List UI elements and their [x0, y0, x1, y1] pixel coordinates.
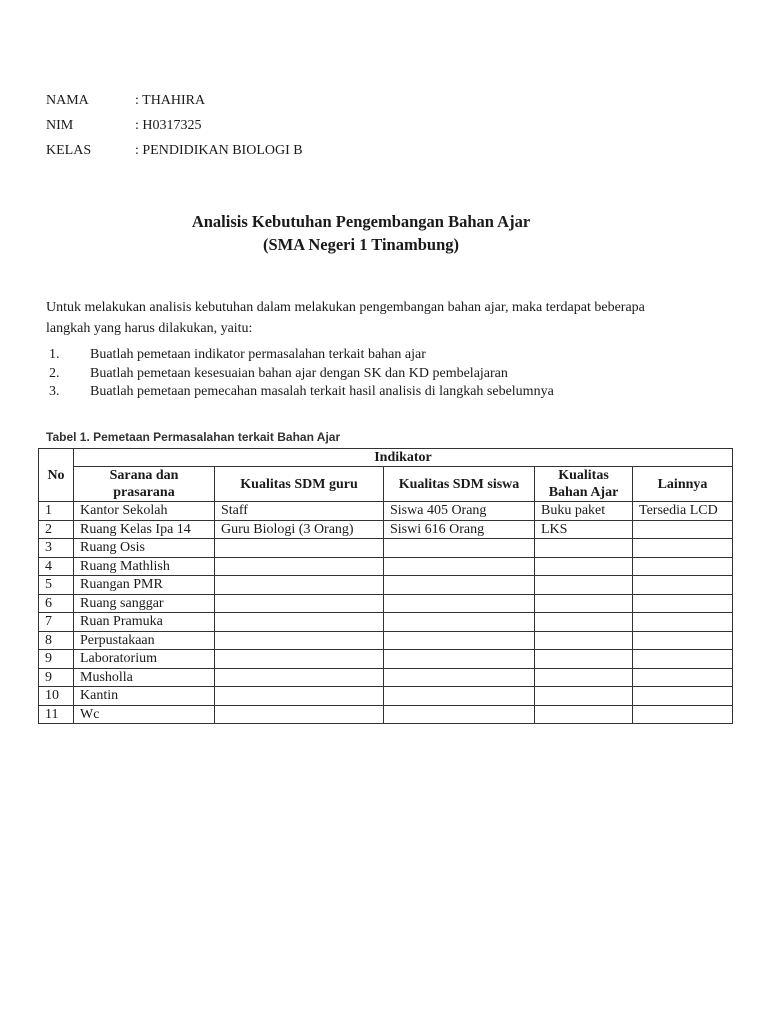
- step-item: [46, 383, 554, 402]
- table-header-row: [39, 449, 733, 467]
- cell-sarana: Kantin: [74, 687, 215, 706]
- cell-lainnya: [633, 539, 733, 558]
- cell-siswa: [384, 594, 535, 613]
- header-sdm-guru: Kualitas SDM guru: [215, 467, 384, 502]
- cell-bahan: [535, 539, 633, 558]
- cell-no: 10: [39, 687, 74, 706]
- identity-row-nim: [46, 117, 303, 142]
- identity-row-nama: [46, 92, 303, 117]
- cell-guru: [215, 576, 384, 595]
- table-caption: Tabel 1. Pemetaan Permasalahan terkait Bahan Ajar: [46, 430, 341, 444]
- cell-no: 6: [39, 594, 74, 613]
- cell-lainnya: [633, 631, 733, 650]
- cell-siswa: [384, 613, 535, 632]
- cell-bahan: [535, 705, 633, 724]
- cell-sarana: Ruang sanggar: [74, 594, 215, 613]
- table-row: [39, 502, 733, 521]
- identity-label: NAMA: [46, 93, 89, 108]
- step-text: Buatlah pemetaan indikator permasalahan terkait bahan ajar: [90, 347, 426, 362]
- cell-siswa: [384, 705, 535, 724]
- table-row: [39, 594, 733, 613]
- step-item: [46, 365, 554, 384]
- cell-lainnya: [633, 687, 733, 706]
- table-row: [39, 520, 733, 539]
- cell-guru: [215, 650, 384, 669]
- title-line-2: (SMA Negeri 1 Tinambung): [262, 235, 460, 254]
- cell-siswa: Siswi 616 Orang: [384, 520, 535, 539]
- cell-sarana: Wc: [74, 705, 215, 724]
- cell-guru: [215, 539, 384, 558]
- cell-bahan: [535, 557, 633, 576]
- table-row: [39, 705, 733, 724]
- cell-no: 3: [39, 539, 74, 558]
- cell-sarana: Kantor Sekolah: [74, 502, 215, 521]
- identity-value: : H0317325: [135, 118, 202, 133]
- cell-no: 11: [39, 705, 74, 724]
- header-indikator: Indikator: [74, 449, 733, 467]
- cell-siswa: [384, 650, 535, 669]
- cell-no: 9: [39, 650, 74, 669]
- cell-guru: [215, 631, 384, 650]
- step-number: 3.: [49, 384, 60, 399]
- cell-lainnya: [633, 520, 733, 539]
- cell-siswa: [384, 631, 535, 650]
- cell-no: 7: [39, 613, 74, 632]
- table-row: [39, 576, 733, 595]
- table-row: [39, 557, 733, 576]
- table-row: [39, 687, 733, 706]
- cell-bahan: [535, 576, 633, 595]
- cell-sarana: Ruan Pramuka: [74, 613, 215, 632]
- step-text: Buatlah pemetaan pemecahan masalah terkait hasil analisis di langkah sebelumnya: [90, 384, 554, 399]
- cell-no: 1: [39, 502, 74, 521]
- document-title: [0, 210, 722, 256]
- cell-siswa: Siswa 405 Orang: [384, 502, 535, 521]
- cell-bahan: [535, 613, 633, 632]
- step-number: 1.: [49, 347, 60, 362]
- cell-siswa: [384, 668, 535, 687]
- identity-value: : PENDIDIKAN BIOLOGI B: [135, 143, 303, 158]
- header-bahan-ajar: Kualitas Bahan Ajar: [535, 467, 633, 502]
- identity-row-kelas: [46, 142, 303, 167]
- table-row: [39, 613, 733, 632]
- steps-list: [46, 346, 554, 402]
- cell-bahan: [535, 687, 633, 706]
- cell-sarana: Musholla: [74, 668, 215, 687]
- intro-paragraph: Untuk melakukan analisis kebutuhan dalam melakukan pengembangan bahan ajar, maka terdapat beberapa langkah yang harus dilakukan, yaitu:: [46, 300, 645, 336]
- cell-sarana: Ruang Kelas Ipa 14: [74, 520, 215, 539]
- cell-siswa: [384, 576, 535, 595]
- cell-sarana: Ruang Mathlish: [74, 557, 215, 576]
- header-sarana: Sarana dan prasarana: [74, 467, 215, 502]
- cell-guru: [215, 613, 384, 632]
- cell-bahan: [535, 594, 633, 613]
- cell-no: 2: [39, 520, 74, 539]
- cell-bahan: LKS: [535, 520, 633, 539]
- identity-block: [46, 92, 303, 167]
- cell-sarana: Laboratorium: [74, 650, 215, 669]
- header-no: No: [39, 449, 74, 502]
- cell-no: 9: [39, 668, 74, 687]
- header-sdm-siswa: Kualitas SDM siswa: [384, 467, 535, 502]
- cell-lainnya: [633, 668, 733, 687]
- cell-guru: [215, 668, 384, 687]
- cell-guru: [215, 557, 384, 576]
- cell-sarana: Ruangan PMR: [74, 576, 215, 595]
- cell-lainnya: Tersedia LCD: [633, 502, 733, 521]
- step-number: 2.: [49, 365, 60, 381]
- cell-no: 5: [39, 576, 74, 595]
- identity-label: KELAS: [46, 143, 92, 158]
- header-lainnya: Lainnya: [633, 467, 733, 502]
- cell-guru: [215, 594, 384, 613]
- cell-guru: [215, 687, 384, 706]
- step-text: Buatlah pemetaan kesesuaian bahan ajar dengan SK dan KD pembelajaran: [90, 365, 508, 381]
- table-row: [39, 668, 733, 687]
- cell-guru: Guru Biologi (3 Orang): [215, 520, 384, 539]
- cell-bahan: [535, 650, 633, 669]
- cell-lainnya: [633, 650, 733, 669]
- cell-siswa: [384, 539, 535, 558]
- step-item: [46, 346, 554, 365]
- table-subheader-row: [39, 467, 733, 502]
- table-row: [39, 650, 733, 669]
- cell-siswa: [384, 557, 535, 576]
- cell-sarana: Ruang Osis: [74, 539, 215, 558]
- identity-label: NIM: [46, 118, 74, 133]
- cell-bahan: [535, 668, 633, 687]
- cell-no: 8: [39, 631, 74, 650]
- cell-guru: [215, 705, 384, 724]
- cell-lainnya: [633, 705, 733, 724]
- title-line-1: Analisis Kebutuhan Pengembangan Bahan Ajar: [191, 212, 531, 231]
- mapping-table: [38, 448, 733, 724]
- cell-lainnya: [633, 594, 733, 613]
- cell-sarana: Perpustakaan: [74, 631, 215, 650]
- cell-bahan: [535, 631, 633, 650]
- cell-no: 4: [39, 557, 74, 576]
- cell-lainnya: [633, 576, 733, 595]
- cell-lainnya: [633, 613, 733, 632]
- cell-lainnya: [633, 557, 733, 576]
- cell-siswa: [384, 687, 535, 706]
- table-row: [39, 539, 733, 558]
- table-row: [39, 631, 733, 650]
- cell-guru: Staff: [215, 502, 384, 521]
- cell-bahan: Buku paket: [535, 502, 633, 521]
- identity-value: : THAHIRA: [135, 93, 206, 108]
